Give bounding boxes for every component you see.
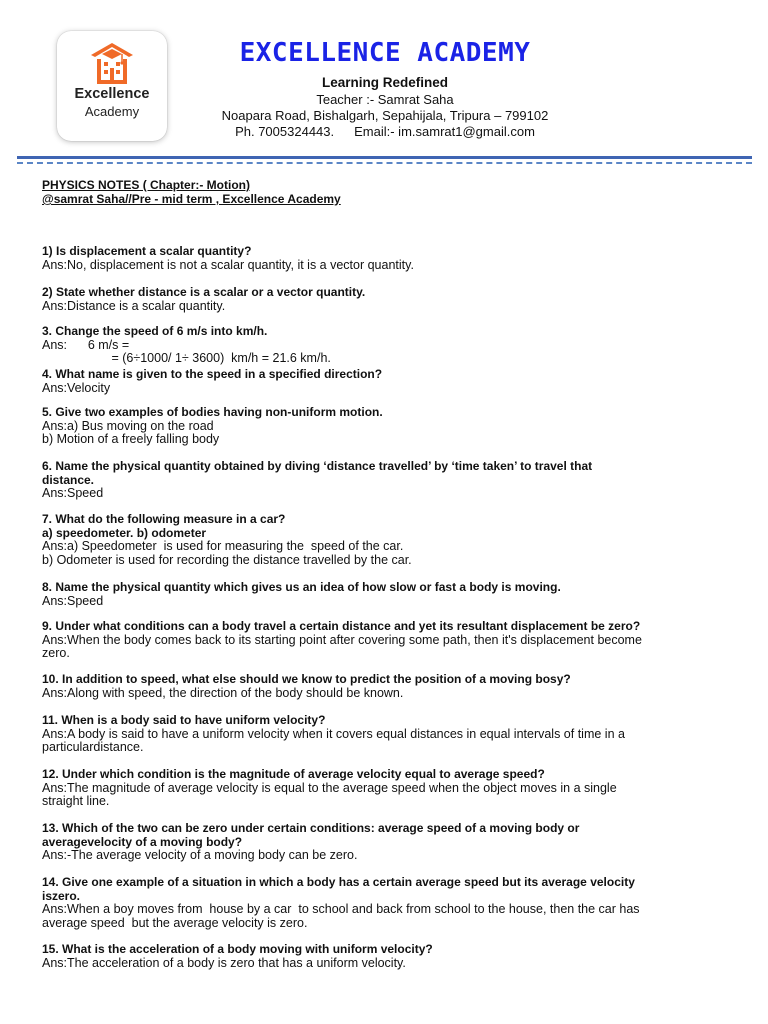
answer-text: = (6÷1000/ 1÷ 3600) km/h = 21.6 km/h. [42,351,331,365]
answer-text: b) Odometer is used for recording the distance travelled by the car. [42,552,412,567]
qa-item [42,245,732,272]
header-divider-solid [17,156,752,159]
qa-item [42,460,732,501]
question-text: 8. Name the physical quantity which gives us an idea of how slow or fast a body is moving. [42,580,561,594]
teacher-name: Teacher :- Samrat Saha [316,92,454,107]
answer-text: b) Motion of a freely falling body [42,432,220,446]
graduation-house-icon [87,41,137,87]
answer-text: Ans:The acceleration of a body is zero that has a uniform velocity. [42,955,406,970]
answer-text: Ans: 6 m/s = [42,337,130,352]
qa-item [42,513,732,567]
question-text: iszero. [42,888,81,903]
question-text: 6. Name the physical quantity obtained by diving ‘distance travelled’ by ‘time taken’ to travel that [42,459,593,473]
question-text: 5. Give two examples of bodies having non-uniform motion. [42,405,383,419]
email-address: Email:- im.samrat1@gmail.com [354,124,535,139]
question-text: 4. What name is given to the speed in a specified direction? [42,367,383,381]
contact-line [180,124,590,139]
notes-body [42,178,732,970]
academy-title: EXCELLENCE ACADEMY [239,38,531,68]
qa-item [42,768,732,809]
qa-item [42,943,732,970]
qa-item [42,714,732,755]
answer-text: Ans:When a boy moves from house by a car to school and back from school to the house, then the car has [42,902,640,916]
answer-text: Ans:a) Speedometer is used for measuring the speed of the car. [42,539,404,553]
logo-text-academy: Academy [84,104,140,119]
address: Noapara Road, Bishalgarh, Sepahijala, Tripura – 799102 [221,108,549,123]
question-text: 1) Is displacement a scalar quantity? [42,244,252,258]
question-text: 2) State whether distance is a scalar or a vector quantity. [42,285,366,299]
answer-text: average speed but the average velocity is zero. [42,915,308,930]
qa-item [42,325,732,366]
notes-subtitle: @samrat Saha//Pre - mid term , Excellence Academy [42,192,341,206]
question-text: 9. Under what conditions can a body travel a certain distance and yet its resultant displacement be zero? [42,619,641,633]
answer-text: Ans:Velocity [42,380,111,395]
answer-text: Ans:Speed [42,486,104,500]
qa-item [42,673,732,700]
question-text: distance. [42,472,95,487]
qa-item [42,406,732,447]
question-text: averagevelocity of a moving body? [42,834,243,849]
question-text: 7. What do the following measure in a car? [42,512,286,526]
answer-text: Ans:Speed [42,593,104,608]
qa-item [42,581,732,608]
qa-item [42,286,732,313]
header-divider-dashed [17,162,752,164]
phone-number: Ph. 7005324443. [235,124,335,139]
logo-text-excellence: Excellence [74,86,150,102]
question-text: 15. What is the acceleration of a body moving with uniform velocity? [42,942,433,956]
question-text: a) speedometer. b) odometer [42,525,207,540]
question-text: 14. Give one example of a situation in which a body has a certain average speed but its average velocity [42,875,635,889]
academy-logo [57,31,167,141]
answer-text: Ans:A body is said to have a uniform velocity when it covers equal distances in equal intervals of time in a [42,726,625,741]
qa-item [42,876,732,930]
answer-text: Ans:No, displacement is not a scalar quantity, it is a vector quantity. [42,257,414,272]
question-text: 10. In addition to speed, what else should we know to predict the position of a moving bosy? [42,672,571,686]
qa-item [42,822,732,863]
question-text: 11. When is a body said to have uniform velocity? [42,713,326,727]
qa-item [42,620,732,661]
answer-text: Ans:Distance is a scalar quantity. [42,298,226,313]
answer-text: Ans:When the body comes back to its starting point after covering some path, then it's displacement become [42,632,642,647]
answer-text: straight line. [42,794,110,808]
page-header [0,0,768,160]
notes-title: PHYSICS NOTES ( Chapter:- Motion) [42,178,250,192]
answer-text: Ans:-The average velocity of a moving body can be zero. [42,848,358,862]
question-text: 12. Under which condition is the magnitude of average velocity equal to average speed? [42,767,545,781]
answer-text: Ans:a) Bus moving on the road [42,418,214,433]
qa-item [42,368,732,395]
tagline: Learning Redefined [321,75,448,90]
answer-text: particulardistance. [42,740,144,754]
question-text: 13. Which of the two can be zero under certain conditions: average speed of a moving body or [42,821,580,835]
question-text: 3. Change the speed of 6 m/s into km/h. [42,324,268,338]
answer-text: Ans:The magnitude of average velocity is equal to the average speed when the object moves in a single [42,780,617,795]
answer-text: zero. [42,646,70,660]
answer-text: Ans:Along with speed, the direction of the body should be known. [42,685,404,700]
